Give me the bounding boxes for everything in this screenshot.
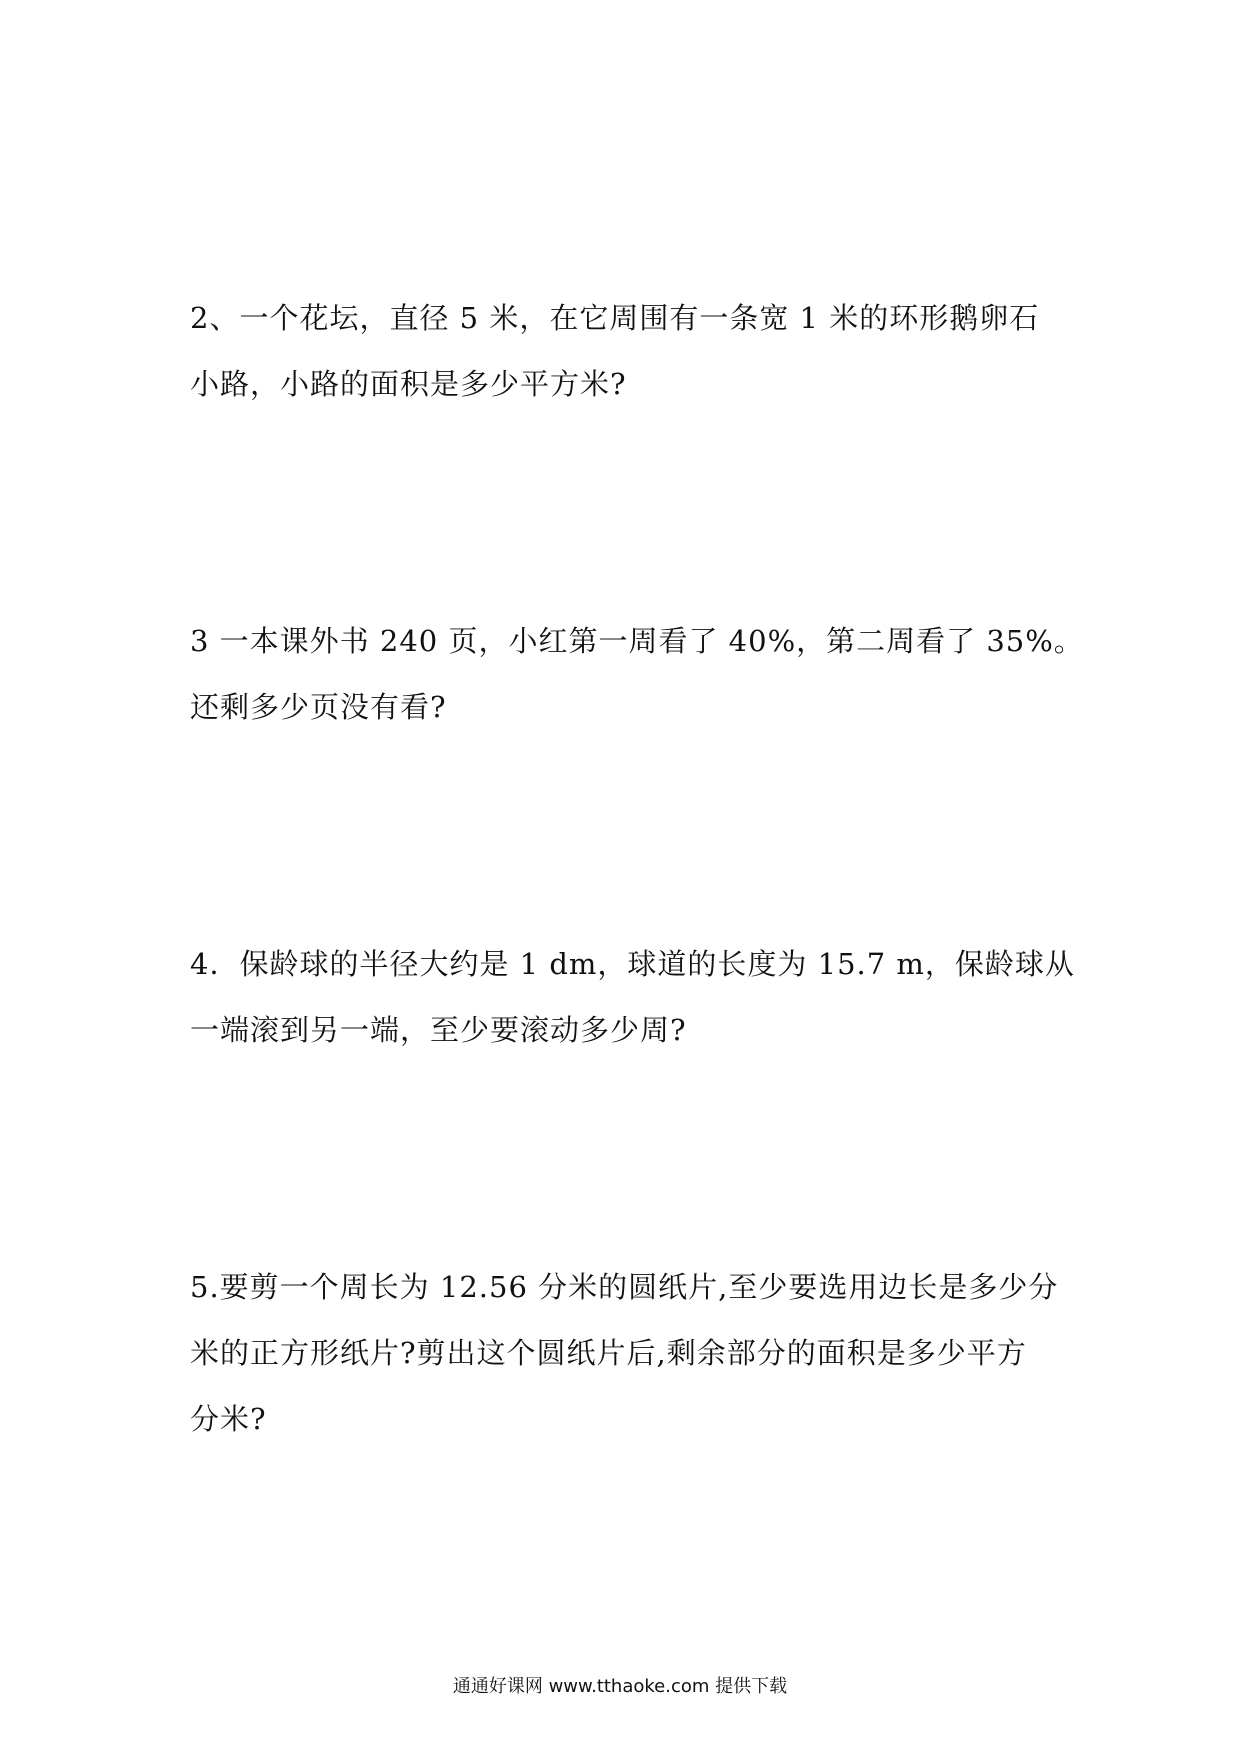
question-4-line-2: 一端滚到另一端，至少要滚动多少周? [190,1013,687,1047]
page-footer: 通通好课网 www.tthaoke.com 提供下载 [452,1676,788,1697]
question-5-line-1: 5.要剪一个周长为 12.56 分米的圆纸片,至少要选用边长是多少分 [190,1270,1059,1304]
question-2 [190,285,1070,417]
question-5 [190,1254,1070,1452]
question-3-line-1: 3 一本课外书 240 页，小红第一周看了 40%，第二周看了 35%。 [190,624,1084,658]
question-3-line-2: 还剩多少页没有看? [190,690,447,724]
question-4-line-1: 4．保龄球的半径大约是 1 dm，球道的长度为 15.7 m，保龄球从 [190,947,1075,981]
question-2-line-1: 2、一个花坛，直径 5 米，在它周围有一条宽 1 米的环形鹅卵石 [190,301,1040,335]
question-2-line-2: 小路，小路的面积是多少平方米? [190,367,627,401]
question-4 [190,931,1075,1063]
question-3 [190,608,1084,740]
question-5-line-3: 分米? [190,1402,267,1436]
question-5-line-2: 米的正方形纸片?剪出这个圆纸片后,剩余部分的面积是多少平方 [190,1336,1027,1370]
